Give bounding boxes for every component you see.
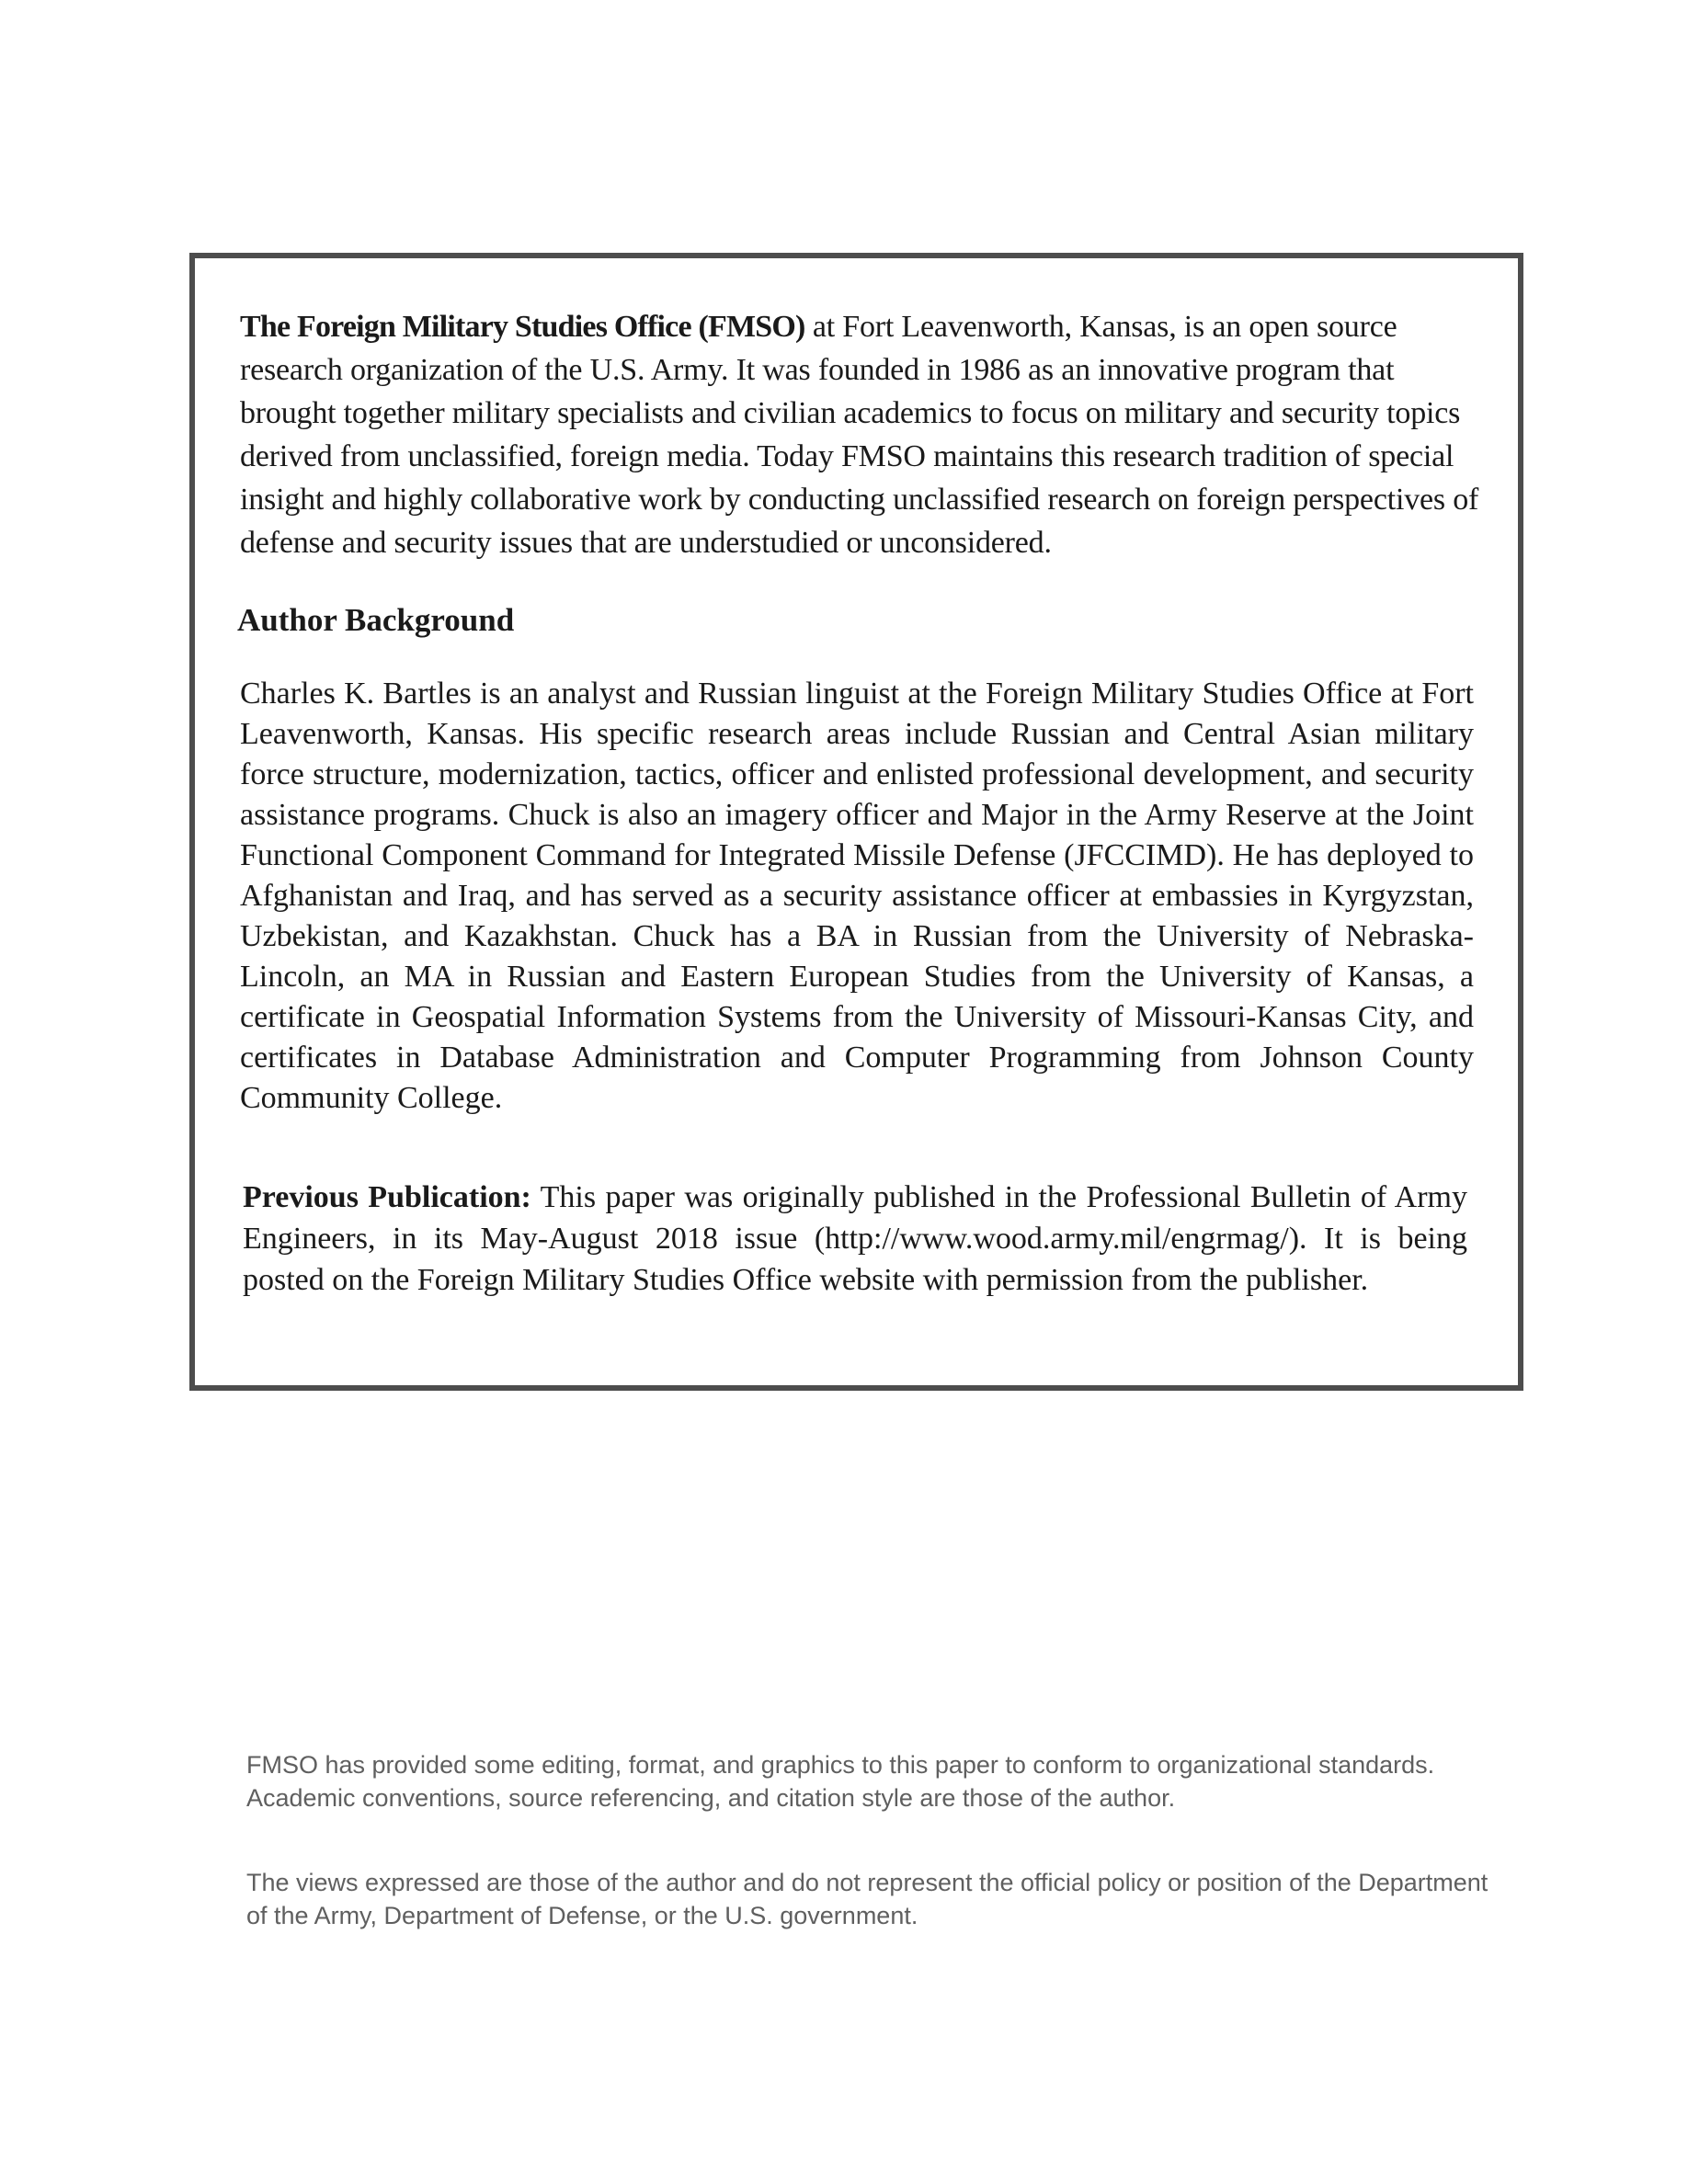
views-disclaimer: The views expressed are those of the author and do not represent the official policy or position of the Department of the Army, Department of Defense, or the U.S. government. [246,1869,1488,1929]
previous-publication [243,1177,1467,1301]
author-background-heading: Author Background [237,602,515,638]
fmso-description [240,305,1481,564]
fmso-description-text: at Fort Leavenworth, Kansas, is an open source research organization of the U.S. Army. It was founded in 1986 as an innovative program that brought together military specialists and civilian academics to focus on military and security topics derived from unclassified, foreign media. Today FMSO maintains this research tradition of special insight and highly collaborative work by conducting unclassified research on foreign perspectives of defense and security issues that are understudied or unconsidered. [240,310,1479,560]
fmso-name: The Foreign Military Studies Office (FMSO) [240,310,805,344]
author-bio: Charles K. Bartles is an analyst and Russian linguist at the Foreign Military Studies Office at Fort Leavenworth, Kansas. His specific research areas include Russian and Central Asian military force structure, modernization, tactics, officer and enlisted professional development, and security assistance programs. Chuck is also an imagery officer and Major in the Army Reserve at the Joint Functional Component Command for Integrated Missile Defense (JFCCIMD). He has deployed to Afghanistan and Iraq, and has served as a security assistance officer at embassies in Kyrgyzstan, Uzbekistan, and Kazakhstan. Chuck has a BA in Russian from the University of Nebraska-Lincoln, an MA in Russian and Eastern European Studies from the University of Kansas, a certificate in Geospatial Information Systems from the University of Missouri-Kansas City, and certificates in Database Administration and Computer Programming from Johnson County Community College. [240,677,1474,1115]
editing-disclaimer: FMSO has provided some editing, format, and graphics to this paper to conform to organizational standards. Academic conventions, source referencing, and citation style are those of the author. [246,1751,1435,1812]
previous-publication-label: Previous Publication: [243,1180,531,1214]
previous-publication-text: This paper was originally published in the Professional Bulletin of Army Engineers, in its May-August 2018 issue (http://www.wood.army.mil/engrmag/). It is being posted on the Foreign Military Studies Office website with permission from the publisher. [243,1180,1467,1297]
